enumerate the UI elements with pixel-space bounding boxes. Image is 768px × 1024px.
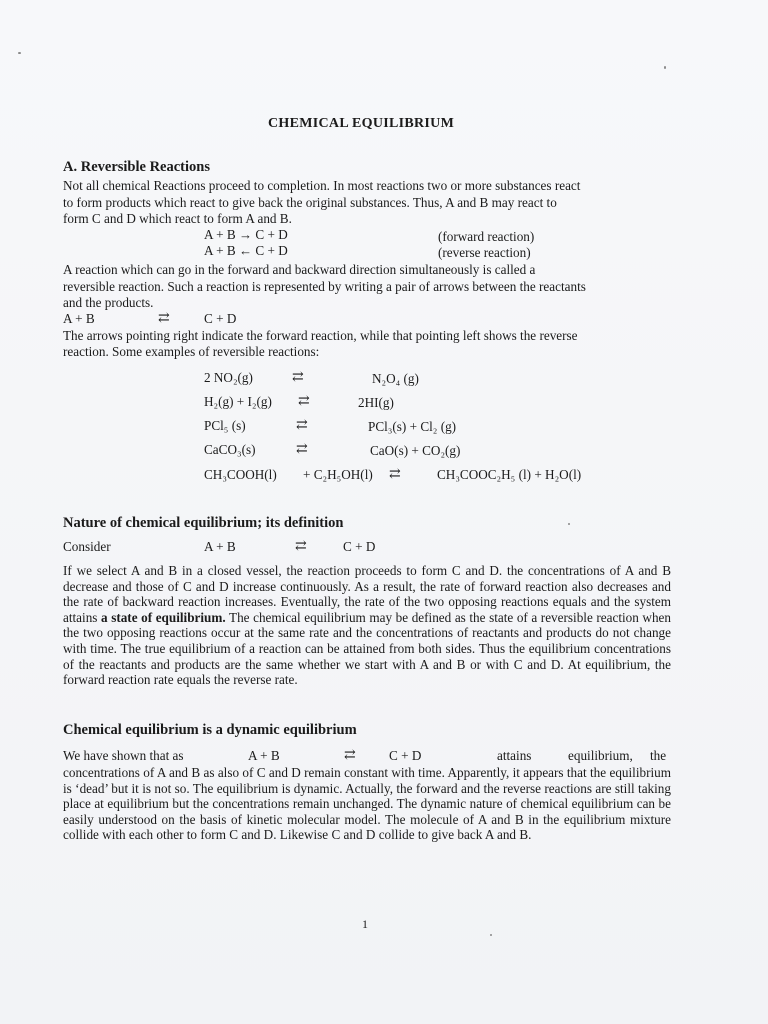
example-3-left: PCl₅ (s) [204, 418, 246, 433]
example-3-arrow: ⇄ [296, 418, 308, 433]
section-a-para2-line-1: A reaction which can go in the forward and backward direction simultaneously is called a [63, 262, 536, 277]
example-2-right: 2HI(g) [358, 395, 394, 410]
nature-paragraph [63, 563, 671, 688]
scan-speck [664, 66, 666, 69]
section-a-intro-line-1: Not all chemical Reactions proceed to completion. In most reactions two or more substances react [63, 178, 581, 193]
document-title: CHEMICAL EQUILIBRIUM [268, 116, 455, 131]
dynamic-paragraph: concentrations of A and B as also of C and D remain constant with time. Apparently, it appears that the equilibrium is ‘dead’ but it is not so. The equilibrium is dynamic. Actually, the forward and the reverse reactions are still taking place at equilibrium but the concentrations remain unchanged. The dynamic nature of chemical equilibrium can be easily understood on the basis of kinetic molecular model. The molecule of A and B in the equilibrium mixture collide with each other to form C and D. Likewise C and D collide to give back A and B. [63, 765, 671, 843]
dynamic-the-word: the [650, 748, 667, 763]
example-3-right: PCl₃(s) + Cl₂ (g) [368, 419, 457, 434]
example-4-right: CaO(s) + CO₂(g) [370, 443, 461, 458]
general-eq-arrow: ⇄ [158, 311, 170, 326]
dynamic-heading: Chemical equilibrium is a dynamic equilibrium [63, 722, 357, 738]
scan-speck [18, 52, 21, 54]
example-4-left: CaCO₃(s) [204, 442, 256, 457]
nature-eq-right: C + D [343, 539, 376, 554]
example-1-arrow: ⇄ [292, 370, 304, 385]
nature-eq-arrow: ⇄ [295, 539, 307, 554]
forward-label: (forward reaction) [438, 229, 535, 244]
section-a-intro-line-2: to form products which react to give back the original substances. Thus, A and B may react to [63, 195, 557, 210]
example-1-right: N₂O₄ (g) [372, 371, 419, 386]
nature-eq-left: A + B [204, 539, 236, 554]
consider-label: Consider [63, 539, 111, 554]
dynamic-lead: We have shown that as [63, 748, 184, 763]
dynamic-eq-left: A + B [248, 748, 280, 763]
example-5-mid: + C₂H₅OH(l) [303, 467, 373, 482]
example-2-arrow: ⇄ [298, 394, 310, 409]
example-5-right: CH₃COOC₂H₅ (l) + H₂O(l) [437, 467, 582, 482]
scan-speck [568, 523, 570, 525]
section-a-heading: A. Reversible Reactions [63, 159, 210, 175]
dynamic-eq-right: C + D [389, 748, 422, 763]
section-a-para3-line-2: reaction. Some examples of reversible reactions: [63, 344, 320, 359]
reverse-equation: A + B ← C + D [204, 243, 288, 258]
state-of-equilibrium-bold: a state of equilibrium. [101, 609, 226, 625]
section-a-para2-line-3: and the products. [63, 295, 154, 310]
dynamic-equilibrium-word: equilibrium, [568, 748, 633, 763]
example-1-left: 2 NO₂(g) [204, 370, 253, 385]
nature-para-text-1: If we select A and B in a closed vessel, the reaction proceeds to form C and D. the concentrations of A and B decrease and those of C and D increase continuously. As a result, the rate of forward reaction also decreases and the rate of backward reaction increases. Eventually, the rate of the two opposing reactions equals and the system attains [63, 563, 671, 625]
scan-speck [490, 934, 492, 936]
example-4-arrow: ⇄ [296, 442, 308, 457]
nature-heading: Nature of chemical equilibrium; its definition [63, 515, 344, 531]
example-2-left: H₂(g) + I₂(g) [204, 394, 272, 409]
nature-para-text-2: The chemical equilibrium may be defined as the state of a reversible reaction when the two opposing reactions occur at the same rate and the concentrations of reactants and products do not change with time. The true equilibrium of a reaction can be attained from both sides. Thus the equilibrium concentrations of the reactants and products are the same whether we start with A and B or with C and D. At equilibrium, the forward reaction rate equals the reverse rate. [63, 609, 671, 688]
reverse-label: (reverse reaction) [438, 245, 531, 260]
section-a-intro-line-3: form C and D which react to form A and B. [63, 211, 292, 226]
section-a-para2-line-2: reversible reaction. Such a reaction is represented by writing a pair of arrows between the reactants [63, 279, 586, 294]
dynamic-attains: attains [497, 748, 532, 763]
general-eq-right: C + D [204, 311, 237, 326]
example-5-arrow: ⇄ [389, 467, 401, 482]
forward-equation: A + B → C + D [204, 227, 288, 242]
section-a-para3-line-1: The arrows pointing right indicate the forward reaction, while that pointing left shows the reverse [63, 328, 578, 343]
page-number: 1 [362, 917, 368, 931]
dynamic-eq-arrow: ⇄ [344, 748, 356, 763]
example-5-left: CH₃COOH(l) [204, 467, 277, 482]
general-eq-left: A + B [63, 311, 95, 326]
